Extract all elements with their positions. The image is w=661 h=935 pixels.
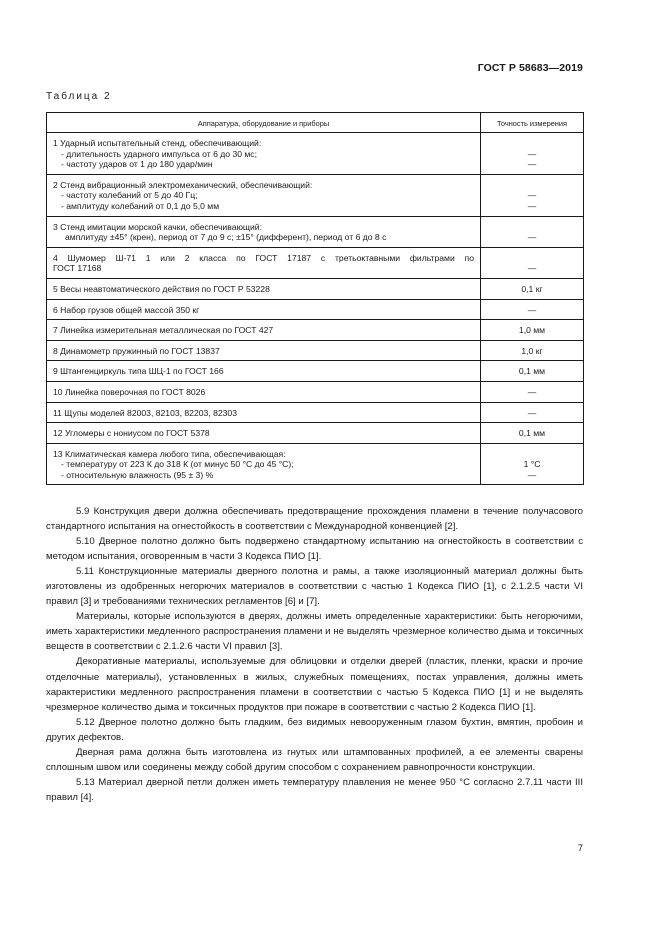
- equipment-line: - длительность ударного импульса от 6 до 30 мс;: [61, 148, 257, 159]
- accuracy-value: —: [481, 402, 584, 423]
- accuracy-value: —: [527, 469, 537, 480]
- accuracy-value: 1,0 кг: [481, 340, 584, 361]
- equipment-cell: 6 Набор грузов общей массой 350 кг: [47, 299, 481, 320]
- table-row: [47, 320, 584, 341]
- accuracy-value: —: [527, 232, 537, 243]
- table-title: Таблица 2: [46, 91, 112, 102]
- paragraph-5-13: 5.13 Материал дверной петли должен иметь температуру плавления не менее 950 °С согласно 2.7.11 части III правил [4].: [46, 776, 583, 803]
- paragraph-materials: Материалы, которые используются в дверях, должны иметь определенные характеристики: быть негорючими, иметь характеристики медленного распространения пламени и не выделять чрезмерное количество дыма и токсичных веществ в соответствии с 2.1.2.6 части VI правил [3].: [46, 611, 583, 653]
- accuracy-value: —: [527, 190, 537, 201]
- accuracy-value: —: [527, 159, 537, 170]
- table-row: [47, 340, 584, 361]
- equipment-cell: 11 Щупы моделей 82003, 82103, 82203, 82303: [47, 402, 481, 423]
- accuracy-cell: [481, 247, 584, 278]
- paragraph-5-11: 5.11 Конструкционные материалы дверного полотна и рамы, а также изоляционный материал должны быть изготовлены из одобренных негорючих материалов в соответствии с частью 1 Кодекса ПИО [1], с 2.1.2.5 части VI правил [3] и требованиями технических регламентов [6] и [7].: [46, 566, 583, 608]
- equipment-cell: 7 Линейка измерительная металлическая по ГОСТ 427: [47, 320, 481, 341]
- equipment-line: ГОСТ 17168: [53, 263, 102, 274]
- accuracy-value: —: [481, 299, 584, 320]
- table-row: [47, 402, 584, 423]
- column-header-equipment: Аппаратура, оборудование и приборы: [47, 113, 481, 133]
- equipment-line: амплитуду ±45° (крен), период от 7 до 9 с; ±15° (дифферент), период от 6 до 8 с: [65, 232, 387, 243]
- equipment-line: 13 Климатическая камера любого типа, обеспечивающая:: [53, 448, 286, 459]
- paragraph-5-9: 5.9 Конструкция двери должна обеспечивать предотвращение прохождения пламени в течение получасового стандартного испытания на огнестойкость в соответствии с Международной конвенцией [2].: [46, 506, 583, 533]
- equipment-line: - относительную влажность (95 ± 3) %: [61, 469, 214, 480]
- column-header-accuracy: Точность измерения: [481, 113, 584, 133]
- accuracy-value: —: [527, 263, 537, 274]
- table-row: [47, 133, 584, 175]
- table-row: [47, 423, 584, 444]
- accuracy-value: —: [527, 148, 537, 159]
- equipment-cell: 5 Весы неавтоматического действия по ГОСТ Р 53228: [47, 278, 481, 299]
- accuracy-cell: [481, 216, 584, 247]
- equipment-table: [46, 112, 584, 485]
- equipment-cell: 8 Динамометр пружинный по ГОСТ 13837: [47, 340, 481, 361]
- accuracy-value: 0,1 мм: [481, 423, 584, 444]
- table-header-row: [47, 113, 584, 133]
- accuracy-value: 1,0 мм: [481, 320, 584, 341]
- accuracy-value: —: [481, 381, 584, 402]
- paragraph-door-frame: Дверная рама должна быть изготовлена из гнутых или штампованных профилей, а ее элементы сварены сплошным швом или соединены между собой другим способом с сохранением равнопрочности конструкции.: [46, 746, 583, 773]
- accuracy-value: —: [527, 200, 537, 211]
- equipment-cell: 10 Линейка поверочная по ГОСТ 8026: [47, 381, 481, 402]
- paragraph-decorative-materials: Декоративные материалы, используемые для облицовки и отделки дверей (пластик, пленки, краски и прочие отделочные материалы), установленных в жилых, служебных помещениях, постах управления, должны иметь характеристики медленного распространения пламени в соответствии с частью 5 Кодекса ПИО [1] и не выделять чрезмерное количество дыма и токсичных продуктов при пожаре в соответствии с частью 2 Кодекса ПИО [1].: [46, 656, 583, 713]
- table-row: [47, 361, 584, 382]
- equipment-cell: [47, 133, 481, 175]
- accuracy-cell: [481, 174, 584, 216]
- accuracy-value: 0,1 кг: [481, 278, 584, 299]
- equipment-cell: [47, 174, 481, 216]
- paragraph-5-12: 5.12 Дверное полотно должно быть гладким, без видимых невооруженным глазом бухтин, вмятин, пробоин и других дефектов.: [46, 716, 583, 743]
- equipment-line: - частоту колебаний от 5 до 40 Гц;: [61, 190, 198, 201]
- equipment-cell: [47, 443, 481, 485]
- equipment-line: - частоту ударов от 1 до 180 удар/мин: [61, 159, 213, 170]
- equipment-line: - температуру от 223 К до 318 К (от минус 50 °С до 45 °С);: [61, 459, 294, 470]
- table-row: [47, 216, 584, 247]
- body-text: [46, 504, 583, 805]
- equipment-cell: [47, 216, 481, 247]
- equipment-line: 2 Стенд вибрационный электромеханический, обеспечивающий:: [53, 179, 313, 190]
- page-number: 7: [577, 843, 583, 854]
- table-row: [47, 443, 584, 485]
- accuracy-cell: [481, 133, 584, 175]
- document-header-standard: ГОСТ Р 58683—2019: [477, 62, 583, 74]
- equipment-line: 3 Стенд имитации морской качки, обеспечивающий:: [53, 221, 262, 232]
- equipment-cell: 9 Штангенциркуль типа ШЦ-1 по ГОСТ 166: [47, 361, 481, 382]
- equipment-line: 4 Шумомер Ш-71 1 или 2 класса по ГОСТ 17187 с третьоктавными фильтрами по: [53, 252, 474, 263]
- accuracy-value: 1 °С: [523, 459, 541, 470]
- accuracy-value: 0,1 мм: [481, 361, 584, 382]
- table-row: [47, 247, 584, 278]
- paragraph-5-10: 5.10 Дверное полотно должно быть подвержено стандартному испытанию на огнестойкость в соответствии с методом испытания, оговоренным в части 3 Кодекса ПИО [1].: [46, 536, 583, 563]
- table-row: [47, 299, 584, 320]
- accuracy-cell: [481, 443, 584, 485]
- table-row: [47, 381, 584, 402]
- equipment-line: - амплитуду колебаний от 0,1 до 5,0 мм: [61, 200, 220, 211]
- table-row: [47, 174, 584, 216]
- equipment-cell: 12 Угломеры с нониусом по ГОСТ 5378: [47, 423, 481, 444]
- equipment-cell: [47, 247, 481, 278]
- equipment-line: 1 Ударный испытательный стенд, обеспечивающий:: [53, 138, 262, 148]
- table-row: [47, 278, 584, 299]
